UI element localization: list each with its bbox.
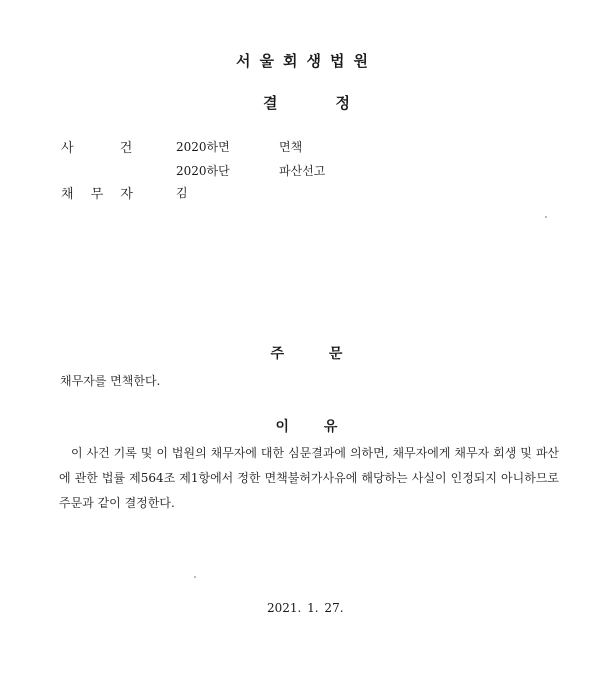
- scan-speck: [194, 576, 196, 578]
- decision-date: 2021. 1. 27.: [267, 601, 344, 615]
- scan-speck: [545, 216, 547, 218]
- reasons-text: 이 사건 기록 및 이 법원의 채무자에 대한 심문결과에 의하면, 채무자에게 채무자 회생 및 파산에 관한 법률 제564조 제1항에서 정한 면책불허가사유에 해당하는 사실이 인정되지 아니하므로 주문과 같이 결정한다.: [59, 446, 559, 510]
- case-number-1: 2020하면: [176, 140, 230, 154]
- case-name-2: 파산선고: [279, 164, 326, 178]
- reasons-heading: 이 유: [275, 419, 338, 435]
- case-label: 사 건: [61, 141, 133, 156]
- debtor-label: 채 무 자: [61, 187, 133, 202]
- document-type: 결정: [263, 94, 408, 112]
- court-name: 서울회생법원: [236, 52, 377, 70]
- debtor-name: 김: [176, 186, 188, 200]
- ruling-heading: 주 문: [270, 346, 343, 362]
- case-number-2: 2020하단: [176, 164, 230, 178]
- ruling-text: 채무자를 면책한다.: [60, 374, 161, 388]
- case-name-1: 면책: [279, 140, 303, 154]
